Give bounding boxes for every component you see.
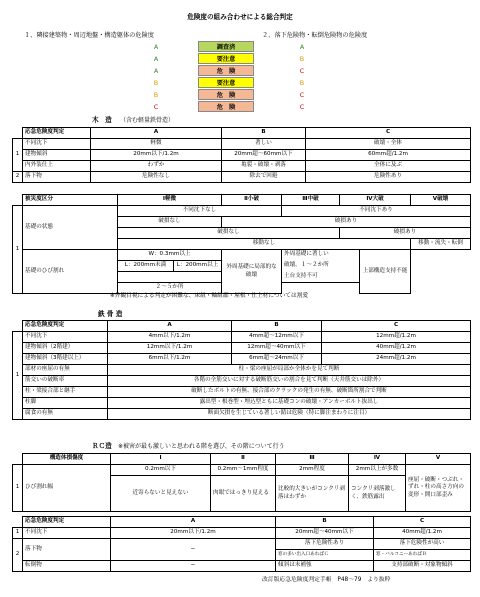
rc-judgement-table [12, 516, 471, 572]
table-cell: 24mm超/1.2m [322, 354, 471, 365]
table-cell: 建物傾斜（3階建以上） [23, 354, 108, 365]
combo-b: C [299, 91, 305, 99]
combo-a: A [153, 55, 159, 63]
table-cell: 落下危険性あり [276, 539, 374, 550]
page-title: 危険度の組み合わせによる総合判定 [187, 13, 293, 21]
table-cell: 0.2mm以下 [111, 465, 211, 476]
combo-row [150, 89, 340, 101]
table-cell: 筋交いの破断率 [23, 376, 108, 387]
table-cell: 断面欠損を生じている著しい錆は危険（特に脚注まわりに注目） [108, 409, 471, 420]
table-cell: 6mm以下/1.2m [108, 354, 232, 365]
combo-row [150, 53, 340, 65]
table-cell: ひび割れ幅 [23, 465, 111, 512]
table-cell: 座屈・破断・つぶれ・ずれ・柱の高さ方向の変形・開口部歪み [406, 465, 471, 512]
table-cell: W：0.3mm以上 [118, 250, 222, 261]
table-cell: 著しい [222, 139, 306, 150]
combo-row [150, 41, 340, 53]
table-cell: 2mm以上が多数 [349, 465, 406, 476]
combo-a: B [153, 79, 159, 87]
table-header: Ⅲ中破 [282, 195, 340, 206]
table-cell: 柱脚 [23, 398, 108, 409]
table-cell: 危険性あり [306, 172, 471, 183]
table-cell: 落下物 [23, 539, 111, 561]
table-cell: 0.2mm〜1mm程度 [211, 465, 276, 476]
table-header: 応急危険度判定 [23, 517, 111, 528]
table-cell: 建物傾斜 [23, 150, 91, 161]
table-cell: 破壊。１〜２か所 [282, 261, 360, 272]
table-cell: 落下危険性が高い [374, 539, 471, 550]
table-cell: 60mm超/1.2m [306, 150, 471, 161]
row-number: 1 [13, 332, 23, 420]
row-number: 1 [13, 528, 23, 539]
row-number: 1 [13, 206, 23, 294]
table-header: Ⅳ [349, 454, 406, 465]
combo-b: C [299, 103, 305, 111]
table-header: C [306, 128, 471, 139]
combo-b: B [299, 55, 305, 63]
table-cell: 不同沈下あり [282, 206, 471, 217]
table-cell: 4mm以下/1.2m [108, 332, 232, 343]
table-cell: 破断したボルトの有無、接合部のクラックの発生の有無、破断箇所割合で判断 [108, 387, 471, 398]
table-header: 応急危険度判定 [23, 321, 108, 332]
table-header: B [222, 128, 306, 139]
table-cell: 支持部破断・対象物傾斜 [374, 561, 471, 572]
table-header: Ⅰ [111, 454, 211, 465]
wood-footnote: ※外観目視による判定が困難な、床組・軸組郡・屋根・仕上材については割愛 [110, 293, 309, 299]
table-cell: 柱・梁の座屈が局部か全体かを見て判断 [108, 365, 471, 376]
table-header: B [232, 321, 322, 332]
table-cell: 12mm超〜40mm以下 [232, 343, 322, 354]
combo-result: 要注意 [198, 77, 254, 88]
table-cell: 除去で回避 [222, 172, 306, 183]
table-cell: 破損なし [118, 217, 222, 228]
table-cell: 肉眼ではっきり見える [211, 476, 276, 512]
rc-title: ＲＣ造 [92, 442, 112, 450]
table-cell: 破損あり [340, 228, 471, 239]
combo-row [150, 65, 340, 77]
table-cell: 腐食の有無 [23, 409, 108, 420]
table-cell: 40mm超/1.2m [374, 528, 471, 539]
table-header: 被災度区分 [23, 195, 118, 206]
table-cell: − [111, 561, 276, 572]
table-cell: 20mm超〜40mm以下 [276, 528, 374, 539]
combo-a: B [153, 91, 159, 99]
combo-result: 要注意 [198, 53, 254, 64]
table-header: B [276, 517, 374, 528]
table-cell: 比較的大きいがコンクリ剥落はわずか [276, 476, 349, 512]
table-cell: 近寄らないと見えない [111, 476, 211, 512]
table-cell: 土台支持不可 [282, 272, 360, 283]
combo-b: B [299, 79, 305, 87]
wood-table-2 [12, 194, 471, 294]
table-cell: 亀裂・破壊・剥落 [222, 161, 306, 172]
row-number: 1 [13, 465, 23, 512]
wood-note: （含む軽量鉄骨造） [120, 117, 175, 124]
steel-title: 鉄 骨 造 [98, 310, 123, 318]
table-cell: 基礎の状態 [23, 206, 118, 250]
table-cell: L：200mm未満 [118, 261, 174, 272]
combo-row [150, 77, 340, 89]
table-header: A [108, 321, 232, 332]
combo-left-header: １、隣接建築物・周辺地盤・構造躯体の危険度 [24, 32, 154, 39]
table-cell: L：200mm以上 [174, 261, 222, 272]
combo-a: C [153, 103, 159, 111]
table-cell: 内外装仕上 [23, 161, 91, 172]
table-cell: 各階の全筋交いに対する破断筋交いの割合を見て判断（天井筋交いは除外） [108, 376, 471, 387]
table-cell: 不同沈下なし [118, 206, 282, 217]
table-header: 構造体損傷度 [23, 454, 111, 465]
table-cell: 移動・流失・転倒 [411, 239, 471, 250]
table-cell: 20mm以下/1.2m [111, 528, 276, 539]
table-cell: 落下物 [23, 172, 91, 183]
table-cell: 20mm超〜60mm以下 [222, 150, 306, 161]
combo-a: A [153, 43, 159, 51]
rc-note: ※被害が最も激しいと思われる階を選び、その階について行う [118, 443, 285, 450]
table-cell: 柱・梁接合部と継手 [23, 387, 108, 398]
combo-right-header: ２、落下危険物・転倒危険物の危険度 [262, 32, 368, 39]
table-cell: 露出型・根巻型・埋込型ともに基礎コンの破壊・アンカーボルト抜出し [108, 398, 471, 409]
table-header: Ⅱ [211, 454, 276, 465]
table-cell: 6mm超〜24mm以下 [232, 354, 322, 365]
combo-b: C [299, 67, 305, 75]
table-cell: 傾斜は未補強 [276, 561, 374, 572]
table-cell: 危険性なし [91, 172, 222, 183]
table-cell: 窓の多い出入口あればＣ [276, 550, 374, 561]
table-cell: 全体に及ぶ [306, 161, 471, 172]
steel-table [12, 320, 471, 420]
combo-row [150, 101, 340, 113]
row-number: 2 [13, 539, 23, 572]
combo-result: 調査済 [198, 41, 254, 52]
table-cell: コンクリ剥落激しく、鉄筋露出 [349, 476, 406, 512]
table-cell: 破損あり [222, 217, 471, 228]
table-header: Ⅳ大破 [340, 195, 411, 206]
combo-result: 危 険 [198, 101, 254, 112]
table-cell: 不同沈下 [23, 528, 111, 539]
table-cell: 移動なし [118, 239, 411, 250]
table-cell: ２〜５か所 [118, 283, 222, 294]
table-cell: 12mm以下/1.2m [108, 343, 232, 354]
table-cell: 破壊・全体 [306, 139, 471, 150]
table-header: C [374, 517, 471, 528]
table-cell: 部材の座屈の有無 [23, 365, 108, 376]
table-cell: 2mm程度 [276, 465, 349, 476]
combo-result: 危 険 [198, 89, 254, 100]
table-cell: 基礎のひび割れ [23, 250, 118, 294]
table-cell: 上部構造支持不能 [360, 250, 411, 294]
table-cell: 4mm超〜12mm以下 [232, 332, 322, 343]
row-number: 1 [13, 139, 23, 172]
table-header: A [111, 517, 276, 528]
wood-table-1 [12, 127, 471, 183]
table-cell: 破損なし [118, 228, 340, 239]
table-header: Ⅴ破壊 [411, 195, 471, 206]
table-cell: 窓・バルコニーあればＢ [374, 550, 471, 561]
table-header: 応急危険度判定 [23, 128, 91, 139]
table-cell: 転倒物 [23, 561, 111, 572]
table-cell: わずか [91, 161, 222, 172]
combo-result: 危 険 [198, 65, 254, 76]
table-cell: 建物傾斜（2階建） [23, 343, 108, 354]
table-cell: 外周基礎に局部的な破壊 [222, 250, 282, 294]
source-citation: 改訂版応急危険度判定手帳 P48〜79 より抜粋 [262, 577, 391, 583]
table-header: C [322, 321, 471, 332]
table-header: Ⅲ [276, 454, 349, 465]
table-cell: 不同沈下 [23, 332, 108, 343]
table-cell: 40mm超/1.2m [322, 343, 471, 354]
table-cell: − [111, 539, 276, 561]
rc-damage-table [12, 453, 471, 512]
table-cell: 12mm超/1.2m [322, 332, 471, 343]
table-cell: 軽微 [91, 139, 222, 150]
table-cell: 外周基礎に著しい [282, 250, 360, 261]
table-cell: 不同沈下 [23, 139, 91, 150]
wood-title: 木 造 [92, 116, 112, 124]
table-header: Ⅱ小破 [222, 195, 282, 206]
combo-matrix [150, 41, 340, 113]
table-header: Ⅴ [406, 454, 471, 465]
table-header: Ⅰ軽微 [118, 195, 222, 206]
combo-b: A [299, 43, 305, 51]
table-header: A [91, 128, 222, 139]
table-cell: 20mm以下/1.2m [91, 150, 222, 161]
row-number: 2 [13, 172, 23, 183]
combo-a: A [153, 67, 159, 75]
